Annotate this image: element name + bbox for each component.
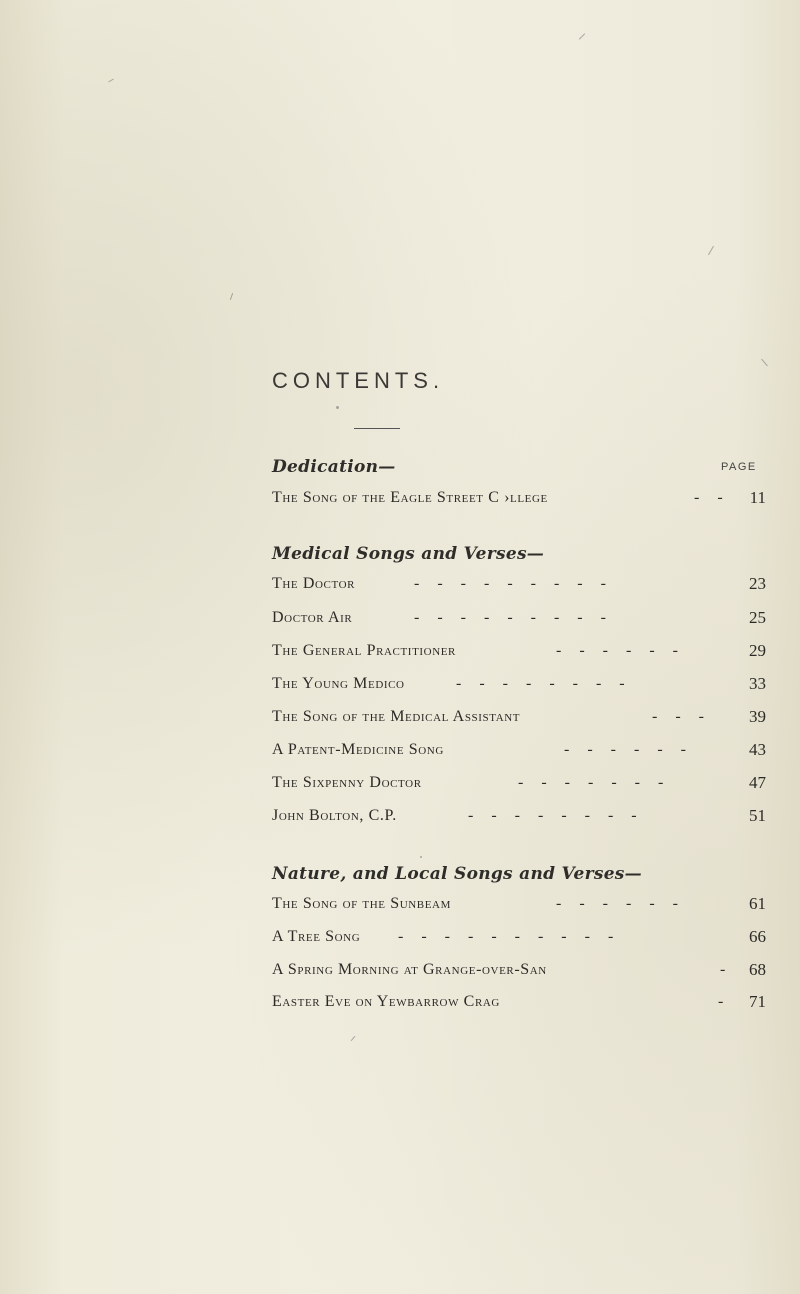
entry-page-number: 25 <box>749 608 766 627</box>
entry-page-number: 61 <box>749 894 766 913</box>
entry-page-number: 43 <box>749 740 766 759</box>
page-column-label: PAGE <box>721 461 757 473</box>
dot-leader: - - - <box>652 708 711 725</box>
toc-entry[interactable] <box>272 570 766 598</box>
title-rule <box>354 428 400 429</box>
entry-page-number: 51 <box>749 806 766 825</box>
toc-entry[interactable] <box>272 484 766 512</box>
entry-page-number: 66 <box>749 927 766 946</box>
paper-speck <box>108 79 114 83</box>
toc-entry[interactable] <box>272 988 766 1016</box>
entry-title: The Sixpenny Doctor <box>272 774 422 791</box>
entry-title: A Spring Morning at Grange-over-San <box>272 961 547 978</box>
entry-page-number: 29 <box>749 641 766 660</box>
toc-entry[interactable] <box>272 923 766 951</box>
paper-speck <box>230 293 233 300</box>
toc-entry[interactable] <box>272 736 766 764</box>
entry-page-number: 71 <box>749 992 766 1011</box>
entry-page-number: 47 <box>749 773 766 792</box>
dot-leader: - - <box>694 489 730 506</box>
dot-leader: - - - - - - <box>556 895 685 912</box>
dot-leader: - - - - - - <box>564 741 693 758</box>
dot-leader: - - - - - - - - - <box>414 575 613 592</box>
dot-leader: - - - - - - - - - <box>414 609 613 626</box>
dot-leader: - - - - - - <box>556 642 685 659</box>
toc-entry[interactable] <box>272 769 766 797</box>
toc-entry[interactable] <box>272 890 766 918</box>
toc-entry[interactable] <box>272 802 766 830</box>
toc-entry[interactable] <box>272 956 766 984</box>
entry-title: The Song of the Medical Assistant <box>272 708 521 725</box>
page-title: CONTENTS. <box>271 368 445 393</box>
toc-entry[interactable] <box>272 670 766 698</box>
dot-leader: - <box>720 961 733 978</box>
paper-speck <box>579 33 585 39</box>
dot-leader: - - - - - - - - <box>468 807 644 824</box>
paper-speck <box>420 856 422 858</box>
entry-page-number: 11 <box>749 488 766 507</box>
entry-title: The Doctor <box>272 575 356 592</box>
section-heading-dedication: Dedication— <box>272 457 396 477</box>
entry-title: Doctor Air <box>272 609 353 626</box>
entry-title: John Bolton, C.P. <box>272 807 397 824</box>
entry-page-number: 68 <box>749 960 766 979</box>
entry-title: The General Practitioner <box>272 642 456 659</box>
paper-speck <box>336 406 339 409</box>
paper-speck <box>761 359 768 367</box>
entry-page-number: 33 <box>749 674 766 693</box>
entry-title: A Patent-Medicine Song <box>272 741 444 758</box>
dot-leader: - - - - - - - - - - <box>398 928 621 945</box>
paper-speck <box>708 246 714 255</box>
entry-page-number: 23 <box>749 574 766 593</box>
entry-title: Easter Eve on Yewbarrow Crag <box>272 993 500 1010</box>
paper-speck <box>351 1036 356 1041</box>
toc-entry[interactable] <box>272 604 766 632</box>
section-heading-medical: Medical Songs and Verses— <box>272 544 545 564</box>
toc-entry[interactable] <box>272 637 766 665</box>
entry-title: The Young Medico <box>272 675 405 692</box>
entry-title: A Tree Song <box>272 928 361 945</box>
entry-page-number: 39 <box>749 707 766 726</box>
dot-leader: - <box>718 993 731 1010</box>
entry-title: The Song of the Eagle Street C ›llege <box>272 489 548 506</box>
dot-leader: - - - - - - - <box>518 774 671 791</box>
entry-title: The Song of the Sunbeam <box>272 895 451 912</box>
toc-entry[interactable] <box>272 703 766 731</box>
section-heading-nature: Nature, and Local Songs and Verses— <box>272 864 642 884</box>
dot-leader: - - - - - - - - <box>456 675 632 692</box>
